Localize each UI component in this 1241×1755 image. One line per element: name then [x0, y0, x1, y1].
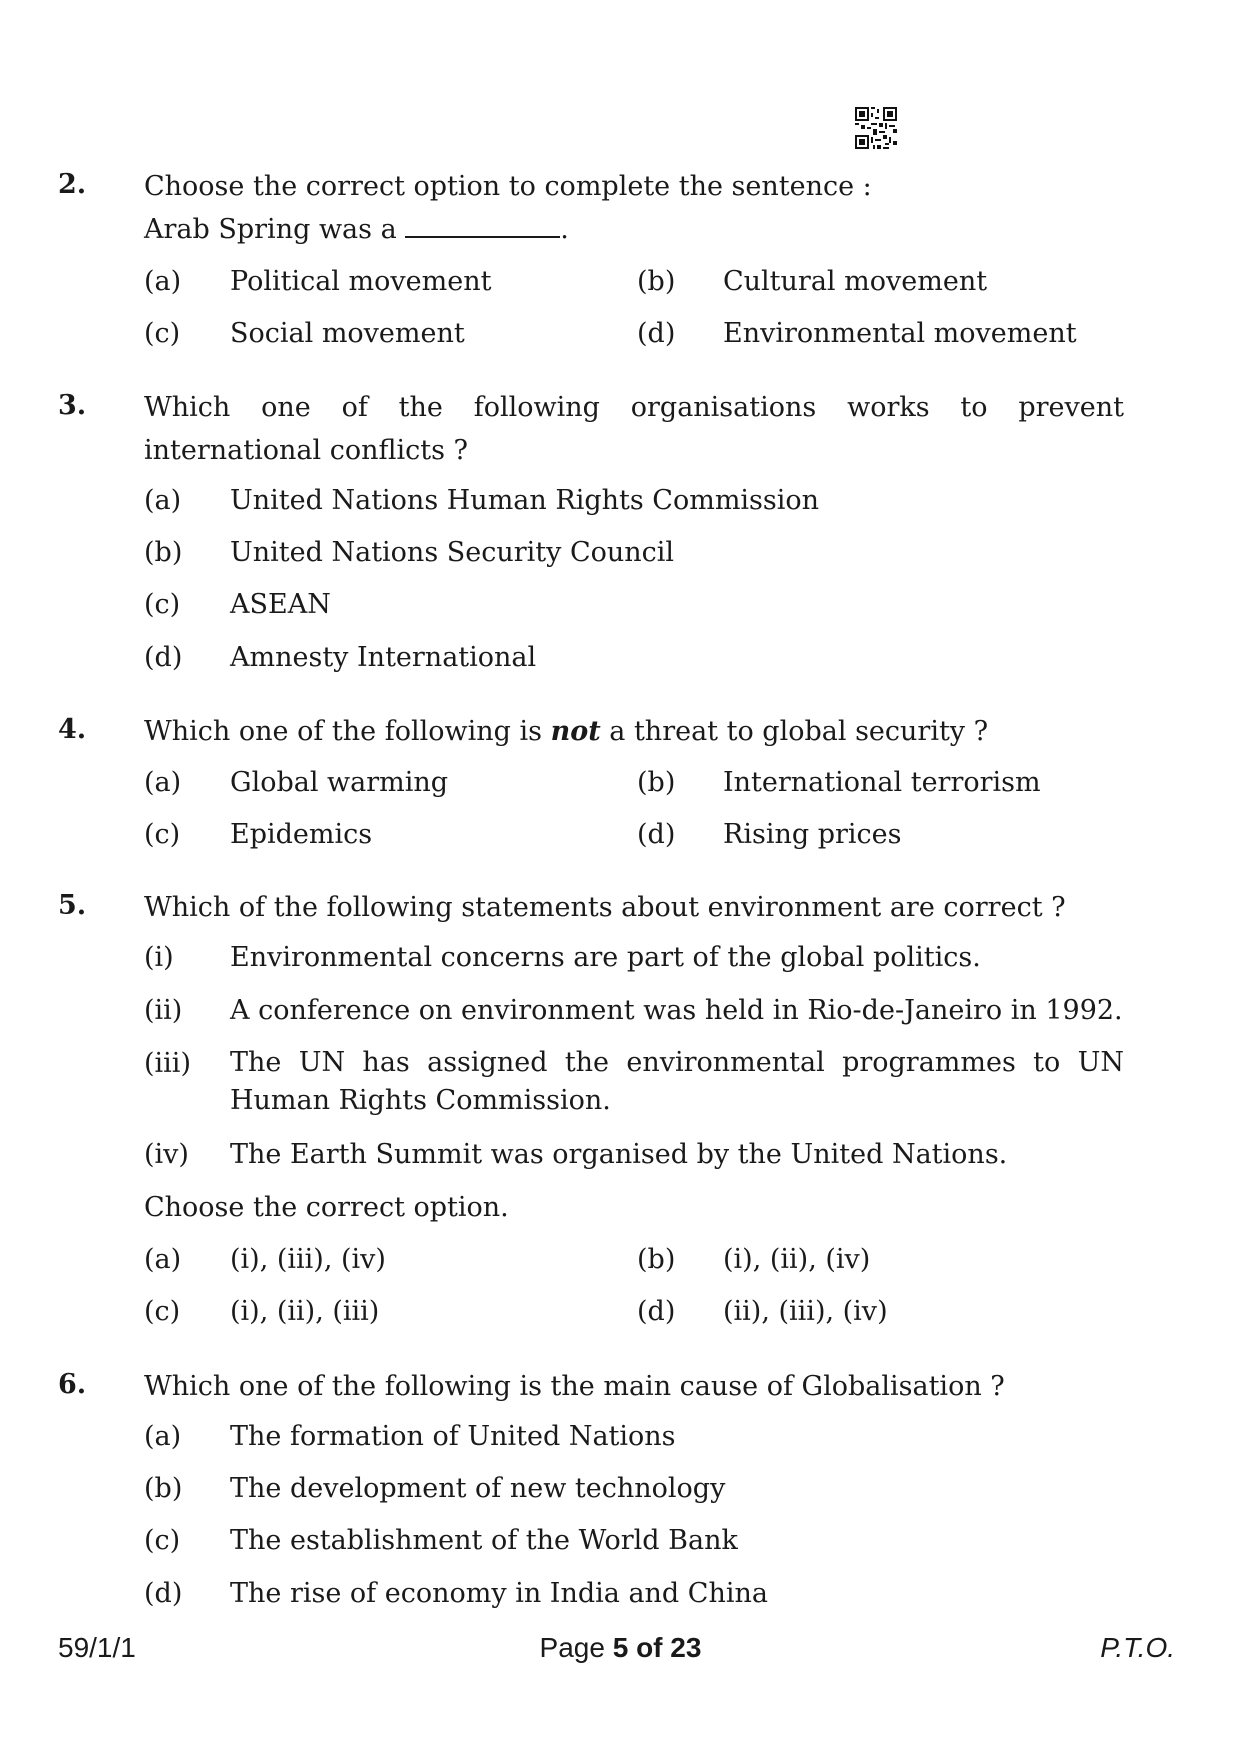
question-number: 6. — [58, 1369, 87, 1400]
please-turn-over: P.T.O. — [1100, 1632, 1175, 1663]
option-label: (d) — [637, 318, 676, 349]
option-label: (c) — [144, 589, 181, 620]
question-number: 4. — [58, 714, 87, 745]
option-text: Rising prices — [723, 819, 902, 850]
option-text: United Nations Security Council — [230, 537, 675, 568]
option-text: Social movement — [230, 318, 465, 349]
question-text — [144, 165, 1124, 251]
question-number: 2. — [58, 169, 87, 200]
page-total: 23 — [670, 1632, 702, 1663]
option-text: (i), (iii), (iv) — [230, 1244, 386, 1275]
statement-label: (ii) — [144, 995, 183, 1026]
option-label: (c) — [144, 1525, 181, 1556]
option-label: (c) — [144, 318, 181, 349]
question-number: 5. — [58, 890, 87, 921]
question-text: Which one of the following is the main cause of Globalisation ? — [144, 1371, 1005, 1402]
statement-label: (iv) — [144, 1139, 189, 1170]
option-label: (b) — [144, 537, 183, 568]
option-label: (d) — [637, 1296, 676, 1327]
option-label: (a) — [144, 1244, 182, 1275]
statement-label: (iii) — [144, 1048, 191, 1079]
question-line-2 — [144, 208, 1124, 251]
option-label: (d) — [144, 1578, 183, 1609]
statement-text: The UN has assigned the environmental programmes to UN Human Rights Commission. — [230, 1047, 1124, 1116]
option-text: United Nations Human Rights Commission — [230, 485, 820, 516]
option-text: Amnesty International — [230, 642, 537, 673]
option-text: Cultural movement — [723, 266, 988, 297]
statement-label: (i) — [144, 942, 174, 973]
page-prefix: Page — [539, 1632, 613, 1663]
option-text: The formation of United Nations — [230, 1421, 676, 1452]
option-text: Political movement — [230, 266, 492, 297]
question-text: Which one of the following organisations works to prevent international conflicts ? — [144, 392, 1124, 466]
option-label: (b) — [637, 767, 676, 798]
question-number: 3. — [58, 390, 87, 421]
paper-code: 59/1/1 — [58, 1632, 136, 1663]
instruction-text: Choose the correct option. — [144, 1192, 509, 1223]
fill-in-blank — [405, 214, 560, 238]
option-label: (a) — [144, 485, 182, 516]
option-text: Epidemics — [230, 819, 373, 850]
statement-text: The Earth Summit was organised by the United Nations. — [230, 1139, 1008, 1170]
statement-text: A conference on environment was held in Rio-de-Janeiro in 1992. — [230, 995, 1123, 1026]
option-label: (c) — [144, 1296, 181, 1327]
option-text: The development of new technology — [230, 1473, 726, 1504]
option-label: (b) — [144, 1473, 183, 1504]
option-text: (i), (ii), (iii) — [230, 1296, 380, 1327]
option-text: International terrorism — [723, 767, 1041, 798]
option-text: (i), (ii), (iv) — [723, 1244, 871, 1275]
option-label: (b) — [637, 1244, 676, 1275]
statement-text: Environmental concerns are part of the global politics. — [230, 942, 981, 973]
question-text-end: a threat to global security ? — [600, 716, 989, 747]
option-text: The rise of economy in India and China — [230, 1578, 768, 1609]
page-current: 5 — [612, 1632, 629, 1663]
emphasis-not: not — [550, 716, 601, 747]
sentence-start: Arab Spring was a — [144, 214, 397, 245]
option-label: (a) — [144, 1421, 182, 1452]
option-label: (a) — [144, 266, 182, 297]
option-text: (ii), (iii), (iv) — [723, 1296, 888, 1327]
option-text: Global warming — [230, 767, 449, 798]
option-label: (c) — [144, 819, 181, 850]
option-label: (d) — [144, 642, 183, 673]
question-text: Which of the following statements about environment are correct ? — [144, 892, 1066, 923]
option-text: ASEAN — [230, 589, 331, 620]
question-text — [144, 710, 1124, 753]
page-number — [0, 1632, 1241, 1664]
option-label: (d) — [637, 819, 676, 850]
option-text: Environmental movement — [723, 318, 1077, 349]
qr-code-icon — [855, 107, 897, 149]
page-of: of — [628, 1632, 671, 1663]
option-label: (b) — [637, 266, 676, 297]
option-label: (a) — [144, 767, 182, 798]
option-text: The establishment of the World Bank — [230, 1525, 738, 1556]
question-text-start: Which one of the following is — [144, 716, 551, 747]
question-line-1: Choose the correct option to complete the sentence : — [144, 171, 872, 202]
sentence-end: . — [560, 214, 569, 245]
